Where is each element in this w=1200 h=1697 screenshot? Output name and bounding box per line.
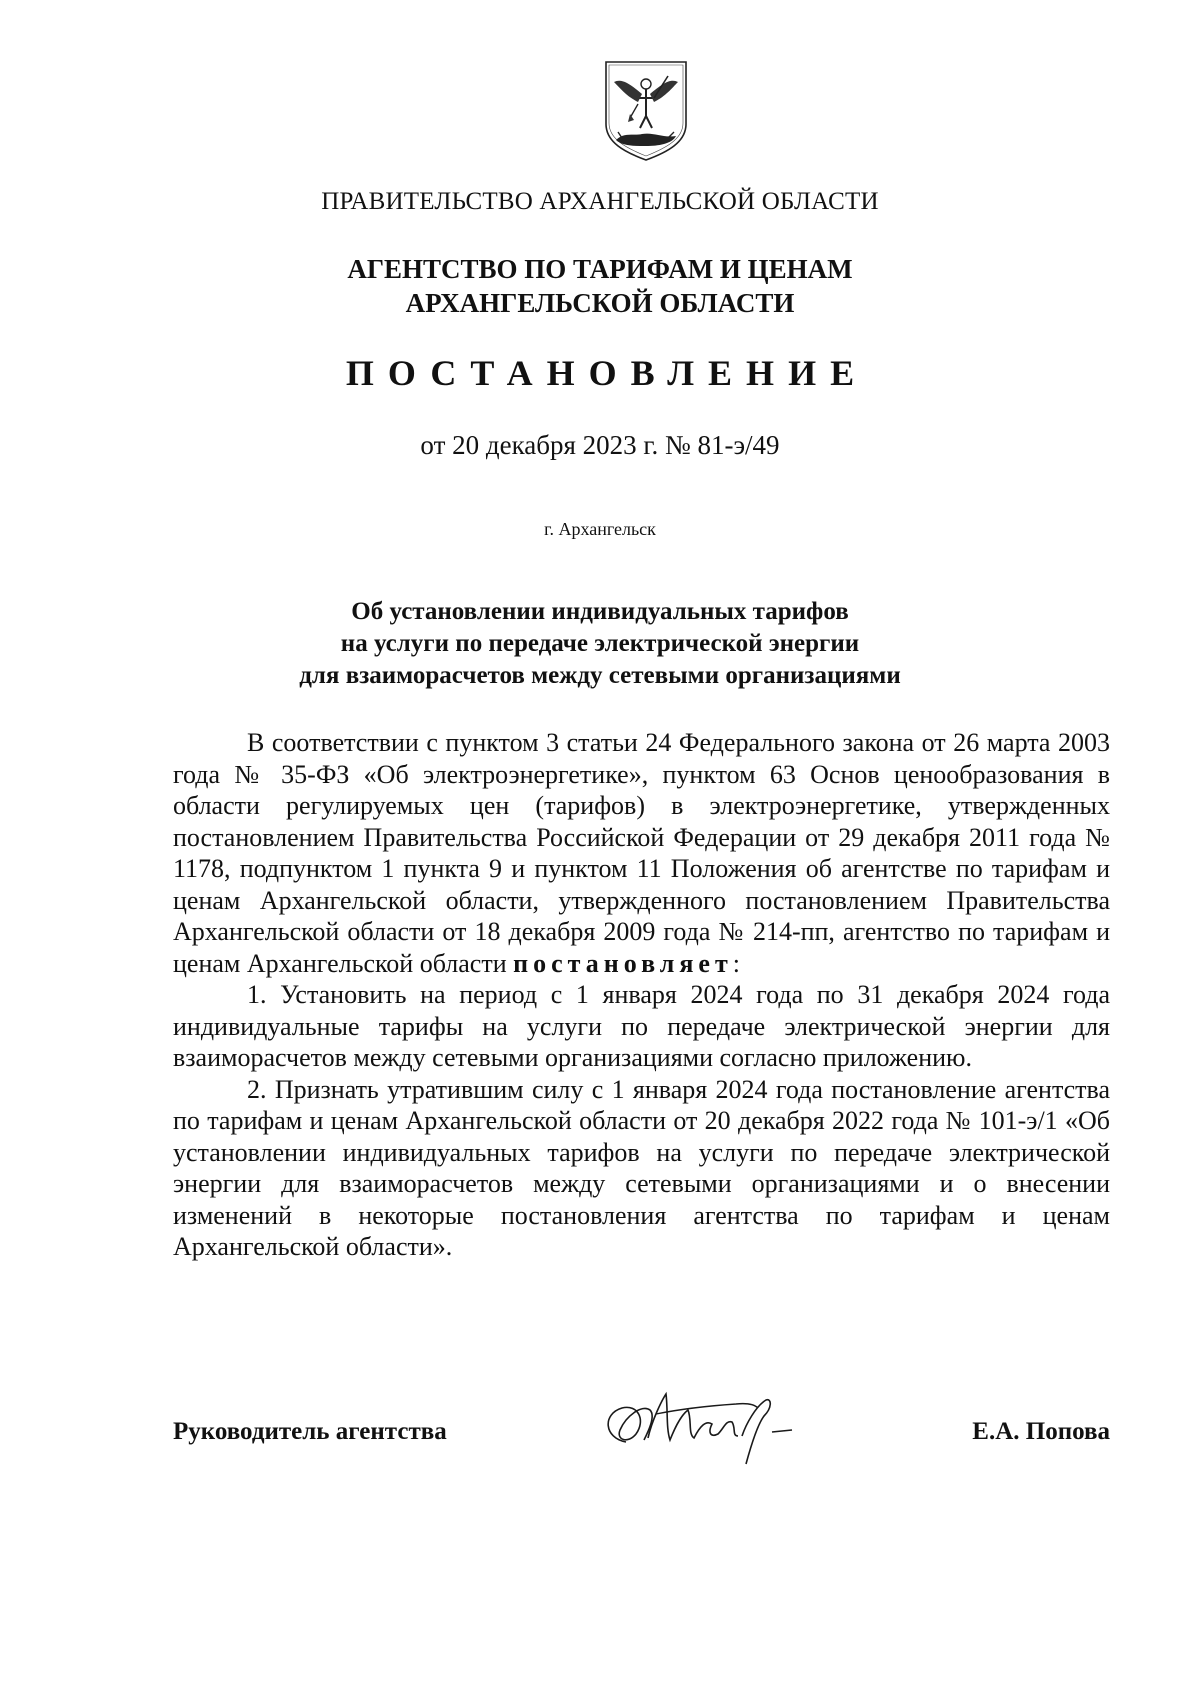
government-title: ПРАВИТЕЛЬСТВО АРХАНГЕЛЬСКОЙ ОБЛАСТИ bbox=[321, 188, 879, 215]
decree-word: постановляет bbox=[513, 948, 733, 978]
preamble-text: В соответствии с пунктом 3 статьи 24 Федерального закона от 26 марта 2003 года № 35-ФЗ «Об электроэнергетике», пунктом 63 Основ ценообразования в области регулируемых цен (тарифов) в электроэнергетике, утвержденных постановлением Правительства Российской Федерации от 29 декабря 2011 года № 1178, подпунктом 1 пункта 9 и пунктом 11 Положения об агентстве по тарифам и ценам Архангельской области, утвержденного постановлением Правительства Архангельской области от 18 декабря 2009 года № 214-пп, агентство по тарифам и ценам Архангельской области bbox=[173, 728, 1110, 978]
preamble-paragraph bbox=[173, 727, 1110, 979]
handwritten-signature bbox=[596, 1380, 806, 1475]
signatory-title: Руководитель агентства bbox=[173, 1418, 447, 1445]
coat-of-arms-icon bbox=[602, 58, 690, 162]
agency-title-line2: АРХАНГЕЛЬСКОЙ ОБЛАСТИ bbox=[405, 288, 795, 318]
document-date-number: от 20 декабря 2023 г. № 81-э/49 bbox=[420, 430, 780, 460]
decree-colon: : bbox=[732, 948, 740, 978]
item-2-paragraph: 2. Признать утратившим силу с 1 января 2024 года постановление агентства по тарифам и ценам Архангельской области от 20 декабря 2022 года № 101-э/1 «Об установлении индивидуальных тарифов на услуги по передаче электрической энергии для взаиморасчетов между сетевыми организациями и о внесении изменений в некоторые постановления агентства по тарифам и ценам Архангельской области». bbox=[173, 1074, 1110, 1261]
subject-line2: на услуги по передаче электрической энергии bbox=[340, 630, 860, 657]
document-body bbox=[173, 727, 1110, 1263]
document-subject bbox=[0, 596, 1200, 692]
document-type: ПОСТАНОВЛЕНИЕ bbox=[345, 353, 869, 393]
agency-title-line1: АГЕНТСТВО ПО ТАРИФАМ И ЦЕНАМ bbox=[347, 254, 853, 284]
subject-line1: Об установлении индивидуальных тарифов bbox=[351, 598, 849, 625]
document-city: г. Архангельск bbox=[544, 519, 656, 539]
item-1-paragraph: 1. Установить на период с 1 января 2024 года по 31 декабря 2024 года индивидуальные тарифы на услуги по передаче электрической энергии для взаиморасчетов между сетевыми организациями согласно приложению. bbox=[173, 980, 1110, 1072]
agency-title bbox=[0, 252, 1200, 320]
subject-line3: для взаиморасчетов между сетевыми организациями bbox=[299, 662, 901, 689]
signatory-name: Е.А. Попова bbox=[972, 1418, 1110, 1445]
